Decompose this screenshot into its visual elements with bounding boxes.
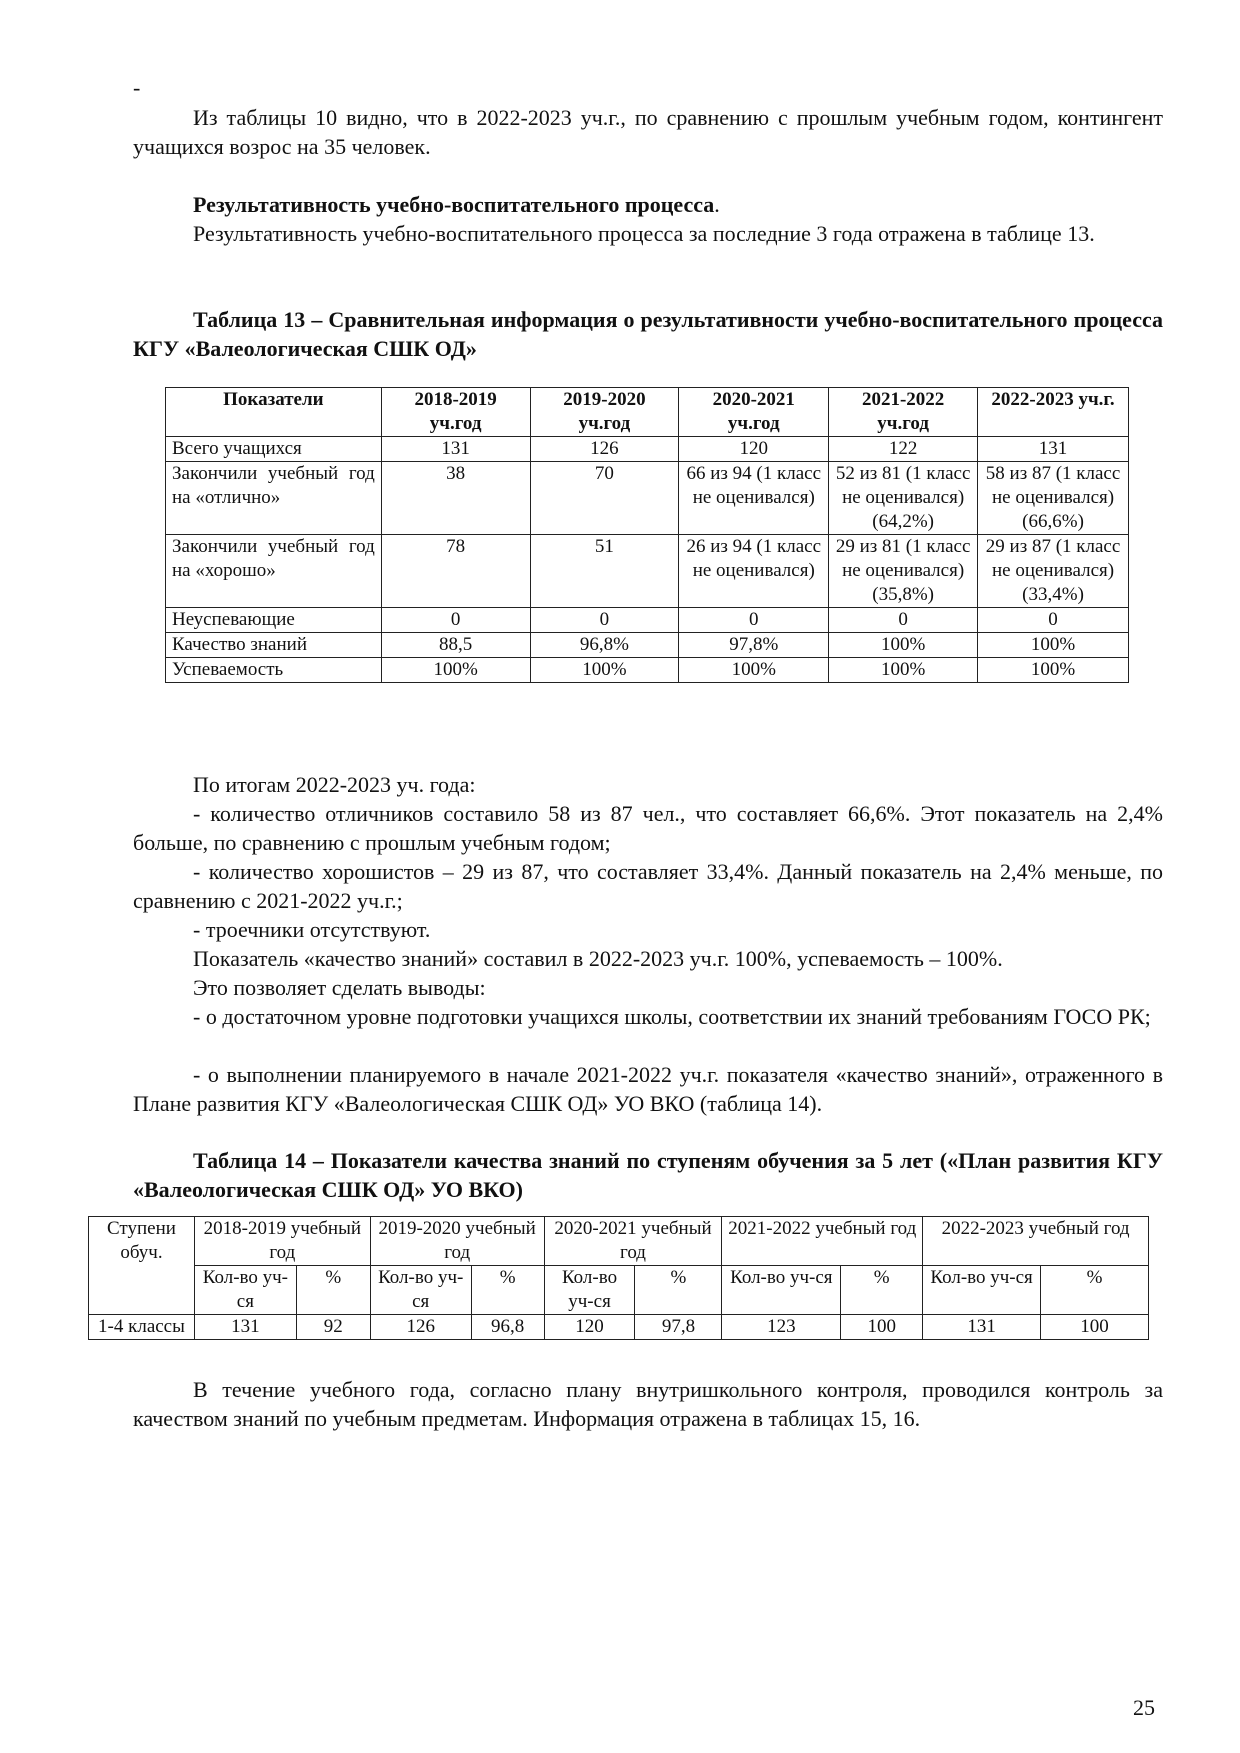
table14-year-header: 2019-2020 учебный год xyxy=(370,1217,544,1266)
table13-cell: 52 из 81 (1 класс не оценивался) (64,2%) xyxy=(829,462,978,535)
table14-subheader: % xyxy=(635,1266,722,1315)
results-item-good: - количество хорошистов – 29 из 87, что составляет 33,4%. Данный показатель на 2,4% меньше, по сравнению с 2021-2022 уч.г.; xyxy=(133,859,1163,913)
table14-subheader: % xyxy=(471,1266,544,1315)
table13-cell: 100% xyxy=(530,658,679,683)
table14-subheader-row xyxy=(89,1266,1149,1315)
table13-cell: 100% xyxy=(679,658,829,683)
results-quality: Показатель «качество знаний» составил в 2022-2023 уч.г. 100%, успеваемость – 100%. xyxy=(193,946,1003,971)
results-lead: По итогам 2022-2023 уч. года: xyxy=(193,772,476,797)
table13-header-cell: 2021-2022 уч.год xyxy=(829,388,978,437)
conclusion-item-2: - о выполнении планируемого в начале 2021-2022 уч.г. показателя «качество знаний», отраженного в Плане развития КГУ «Валеологическая СШК ОД» УО ВКО (таблица 14). xyxy=(133,1062,1163,1116)
table13-cell: 100% xyxy=(978,633,1129,658)
table14 xyxy=(88,1216,1149,1340)
table14-subheader: % xyxy=(841,1266,923,1315)
table13-cell: 29 из 87 (1 класс не оценивался) (33,4%) xyxy=(978,535,1129,608)
table13-cell: 26 из 94 (1 класс не оценивался) xyxy=(679,535,829,608)
table14-cell: 120 xyxy=(544,1315,635,1340)
table13-row xyxy=(166,437,1129,462)
table14-subheader: Кол-во уч-ся xyxy=(722,1266,841,1315)
table14-cell: 126 xyxy=(370,1315,471,1340)
table13-cell: 0 xyxy=(530,608,679,633)
table13-cell: 100% xyxy=(978,658,1129,683)
table14-subheader: % xyxy=(296,1266,370,1315)
table13-cell: 66 из 94 (1 класс не оценивался) xyxy=(679,462,829,535)
table13-cell: 96,8% xyxy=(530,633,679,658)
table13-cell: 0 xyxy=(679,608,829,633)
table14-cell: 97,8 xyxy=(635,1315,722,1340)
table13-row xyxy=(166,462,1129,535)
table13-cell: 126 xyxy=(530,437,679,462)
table14-subheader: Кол-во уч-ся xyxy=(923,1266,1041,1315)
table14-cell: 131 xyxy=(923,1315,1041,1340)
section-heading-line xyxy=(133,190,1163,219)
table14-year-row xyxy=(89,1217,1149,1266)
table13-header-cell: 2022-2023 уч.г. xyxy=(978,388,1129,437)
table13-row-label: Закончили учебный год на «хорошо» xyxy=(166,535,382,608)
table13-row xyxy=(166,535,1129,608)
table14-row xyxy=(89,1315,1149,1340)
table13-row-label: Качество знаний xyxy=(166,633,382,658)
table13-row-label: Успеваемость xyxy=(166,658,382,683)
table14-year-header: 2020-2021 учебный год xyxy=(544,1217,722,1266)
table13-cell: 120 xyxy=(679,437,829,462)
results-item-excellent: - количество отличников составило 58 из 87 чел., что составляет 66,6%. Этот показатель на 2,4% больше, по сравнению с прошлым учебным годом; xyxy=(133,801,1163,855)
table13-cell: 29 из 81 (1 класс не оценивался) (35,8%) xyxy=(829,535,978,608)
results-item-satisfactory: - троечники отсутствуют. xyxy=(193,917,431,942)
table14-year-header: 2022-2023 учебный год xyxy=(923,1217,1149,1266)
table13-cell: 131 xyxy=(381,437,530,462)
section-text: Результативность учебно-воспитательного процесса за последние 3 года отражена в таблице 13. xyxy=(193,221,1095,246)
table13-header-cell: 2019-2020 уч.год xyxy=(530,388,679,437)
table13-caption: Таблица 13 – Сравнительная информация о результативности учебно-воспитательного процесса КГУ «Валеологическая СШК ОД» xyxy=(133,307,1163,361)
table13-cell: 88,5 xyxy=(381,633,530,658)
table13-cell: 122 xyxy=(829,437,978,462)
table14-cell: 92 xyxy=(296,1315,370,1340)
table13-cell: 131 xyxy=(978,437,1129,462)
table14-cell: 100 xyxy=(1041,1315,1149,1340)
page-number: 25 xyxy=(1133,1695,1155,1720)
table13-cell: 100% xyxy=(829,658,978,683)
closing-paragraph: В течение учебного года, согласно плану внутришкольного контроля, проводился контроль за качеством знаний по учебным предметам. Информация отражена в таблицах 15, 16. xyxy=(133,1377,1163,1431)
table14-cell: 123 xyxy=(722,1315,841,1340)
section-heading: Результативность учебно-воспитательного процесса xyxy=(193,192,715,217)
table13-row xyxy=(166,658,1129,683)
table13-cell: 0 xyxy=(381,608,530,633)
table13 xyxy=(165,387,1129,683)
table13-cell: 70 xyxy=(530,462,679,535)
table14-caption: Таблица 14 – Показатели качества знаний по ступеням обучения за 5 лет («План развития КГУ «Валеологическая СШК ОД» УО ВКО) xyxy=(133,1148,1163,1202)
table13-header-row xyxy=(166,388,1129,437)
table13-row-label: Закончили учебный год на «отлично» xyxy=(166,462,382,535)
table14-cell: 100 xyxy=(841,1315,923,1340)
table13-header-cell: 2020-2021 уч.год xyxy=(679,388,829,437)
table13-header-cell: 2018-2019 уч.год xyxy=(381,388,530,437)
conclusions-lead: Это позволяет сделать выводы: xyxy=(193,975,486,1000)
table13-cell: 51 xyxy=(530,535,679,608)
table13-cell: 58 из 87 (1 класс не оценивался) (66,6%) xyxy=(978,462,1129,535)
intro-paragraph: Из таблицы 10 видно, что в 2022-2023 уч.г., по сравнению с прошлым учебным годом, контингент учащихся возрос на 35 человек. xyxy=(133,105,1163,159)
table13-cell: 78 xyxy=(381,535,530,608)
table14-subheader: % xyxy=(1041,1266,1149,1315)
table13-row xyxy=(166,633,1129,658)
table14-year-header: 2021-2022 учебный год xyxy=(722,1217,923,1266)
table13-cell: 100% xyxy=(829,633,978,658)
table14-stage-header: Ступени обуч. xyxy=(89,1217,195,1315)
table14-cell: 131 xyxy=(194,1315,296,1340)
table14-subheader: Кол-во уч-ся xyxy=(370,1266,471,1315)
table13-cell: 0 xyxy=(978,608,1129,633)
table13-row xyxy=(166,608,1129,633)
table14-cell: 96,8 xyxy=(471,1315,544,1340)
table14-year-header: 2018-2019 учебный год xyxy=(194,1217,370,1266)
table13-cell: 38 xyxy=(381,462,530,535)
table14-row-label: 1-4 классы xyxy=(89,1315,195,1340)
table13-header-cell: Показатели xyxy=(166,388,382,437)
section-heading-tail: . xyxy=(714,192,720,217)
table13-cell: 100% xyxy=(381,658,530,683)
table14-subheader: Кол-во уч-ся xyxy=(194,1266,296,1315)
conclusion-item-1: - о достаточном уровне подготовки учащихся школы, соответствии их знаний требованиям ГОСО РК; xyxy=(193,1004,1151,1029)
table13-cell: 0 xyxy=(829,608,978,633)
table13-cell: 97,8% xyxy=(679,633,829,658)
table14-subheader: Кол-во уч-ся xyxy=(544,1266,635,1315)
table13-row-label: Всего учащихся xyxy=(166,437,382,462)
table13-row-label: Неуспевающие xyxy=(166,608,382,633)
stray-mark: - xyxy=(133,75,141,100)
